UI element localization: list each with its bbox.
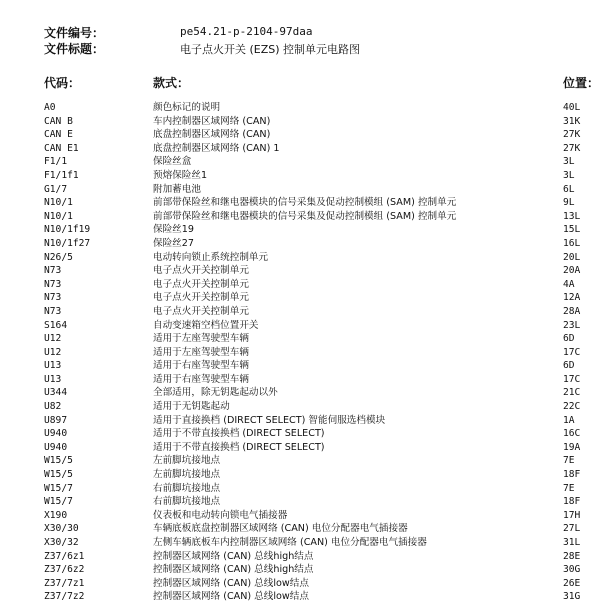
component-position: 28E bbox=[563, 550, 581, 562]
component-code: G1/7 bbox=[44, 183, 68, 195]
component-position: 27L bbox=[563, 523, 581, 535]
component-position: 3L bbox=[563, 156, 575, 168]
component-position: 26E bbox=[563, 577, 581, 589]
component-description: 前部带保险丝和继电器模块的信号采集及促动控制模组 (SAM) 控制单元 bbox=[153, 210, 457, 222]
component-position: 28A bbox=[563, 305, 581, 317]
component-code: Z37/7z1 bbox=[44, 577, 85, 589]
table-row bbox=[0, 414, 600, 428]
component-description: 自动变速箱空档位置开关 bbox=[153, 319, 259, 331]
component-table bbox=[0, 101, 600, 604]
component-description: 车内控制器区域网络 (CAN) bbox=[153, 115, 271, 127]
component-position: 16L bbox=[563, 237, 581, 249]
component-position: 7E bbox=[563, 482, 575, 494]
table-row bbox=[0, 169, 600, 183]
table-row bbox=[0, 468, 600, 482]
component-code: U13 bbox=[44, 373, 62, 385]
component-code: N73 bbox=[44, 305, 62, 317]
component-position: 9L bbox=[563, 197, 575, 209]
table-row bbox=[0, 495, 600, 509]
component-code: U897 bbox=[44, 414, 68, 426]
component-position: 12A bbox=[563, 292, 581, 304]
component-position: 22C bbox=[563, 401, 581, 413]
component-description: 电子点火开关控制单元 bbox=[153, 265, 249, 277]
table-row bbox=[0, 441, 600, 455]
component-position: 23L bbox=[563, 319, 581, 331]
component-position: 31K bbox=[563, 115, 581, 127]
component-description: 车辆底板底盘控制器区域网络 (CAN) 电位分配器电气插接器 bbox=[153, 523, 408, 535]
component-description: 电子点火开关控制单元 bbox=[153, 278, 249, 290]
component-code: N10/1f27 bbox=[44, 237, 91, 249]
component-description: 底盘控制器区域网络 (CAN) 1 bbox=[153, 142, 280, 154]
component-description: 全部适用，除无钥匙起动以外 bbox=[153, 387, 278, 399]
component-code: F1/1 bbox=[44, 156, 68, 168]
component-position: 17H bbox=[563, 509, 581, 521]
table-row bbox=[0, 427, 600, 441]
table-row bbox=[0, 563, 600, 577]
component-description: 预熔保险丝1 bbox=[153, 169, 208, 181]
component-position: 27K bbox=[563, 129, 581, 141]
doc-number-label: 文件编号： bbox=[44, 26, 105, 40]
component-position: 30G bbox=[563, 564, 581, 576]
component-position: 20L bbox=[563, 251, 581, 263]
component-description: 适用于右座驾驶型车辆 bbox=[153, 360, 249, 372]
table-row bbox=[0, 332, 600, 346]
column-header-code: 代码： bbox=[44, 76, 81, 90]
table-row bbox=[0, 210, 600, 224]
component-code: U12 bbox=[44, 333, 62, 345]
component-description: 左前脚坑接地点 bbox=[153, 469, 221, 481]
component-description: 保险丝27 bbox=[153, 237, 194, 249]
doc-number-value: pe54.21-p-2104-97daa bbox=[180, 25, 313, 38]
component-description: 电子点火开关控制单元 bbox=[153, 305, 249, 317]
table-row bbox=[0, 590, 600, 604]
table-row bbox=[0, 522, 600, 536]
component-code: CAN E1 bbox=[44, 142, 79, 154]
component-code: Z37/6z1 bbox=[44, 550, 85, 562]
component-description: 附加蓄电池 bbox=[153, 183, 201, 195]
table-row bbox=[0, 373, 600, 387]
component-description: 前部带保险丝和继电器模块的信号采集及促动控制模组 (SAM) 控制单元 bbox=[153, 197, 457, 209]
doc-title-label: 文件标题： bbox=[44, 42, 105, 56]
component-position: 18F bbox=[563, 469, 581, 481]
component-position: 17C bbox=[563, 373, 581, 385]
component-description: 控制器区域网络 (CAN) 总线low结点 bbox=[153, 591, 309, 603]
component-code: W15/7 bbox=[44, 496, 73, 508]
table-row bbox=[0, 101, 600, 115]
component-description: 右前脚坑接地点 bbox=[153, 496, 221, 508]
component-position: 13L bbox=[563, 210, 581, 222]
component-code: N10/1 bbox=[44, 210, 73, 222]
component-code: N73 bbox=[44, 292, 62, 304]
table-row bbox=[0, 251, 600, 265]
table-row bbox=[0, 359, 600, 373]
table-row bbox=[0, 291, 600, 305]
component-description: 仪表板和电动转向锁电气插接器 bbox=[153, 509, 288, 521]
component-description: 电动转向锁止系统控制单元 bbox=[153, 251, 269, 263]
component-code: N73 bbox=[44, 278, 62, 290]
component-code: F1/1f1 bbox=[44, 169, 79, 181]
component-description: 适用于无钥匙起动 bbox=[153, 401, 230, 413]
table-row bbox=[0, 346, 600, 360]
component-description: 适用于直接换档 (DIRECT SELECT) 智能伺服选档模块 bbox=[153, 414, 386, 426]
component-code: Z37/6z2 bbox=[44, 564, 85, 576]
table-row bbox=[0, 577, 600, 591]
table-row bbox=[0, 183, 600, 197]
component-code: W15/5 bbox=[44, 469, 73, 481]
table-row bbox=[0, 509, 600, 523]
component-position: 4A bbox=[563, 278, 575, 290]
component-code: U82 bbox=[44, 401, 62, 413]
table-row bbox=[0, 482, 600, 496]
component-description: 保险丝19 bbox=[153, 224, 194, 236]
component-description: 保险丝盒 bbox=[153, 156, 192, 168]
component-position: 17C bbox=[563, 346, 581, 358]
component-code: N10/1f19 bbox=[44, 224, 91, 236]
table-row bbox=[0, 264, 600, 278]
table-row bbox=[0, 386, 600, 400]
component-code: A0 bbox=[44, 102, 56, 113]
component-position: 3L bbox=[563, 169, 575, 181]
component-description: 左前脚坑接地点 bbox=[153, 455, 221, 467]
component-position: 19A bbox=[563, 441, 581, 453]
component-description: 电子点火开关控制单元 bbox=[153, 292, 249, 304]
component-position: 18F bbox=[563, 496, 581, 508]
component-position: 20A bbox=[563, 265, 581, 277]
table-row bbox=[0, 305, 600, 319]
column-header-position: 位置： bbox=[563, 76, 600, 90]
doc-title-value: 电子点火开关 (EZS) 控制单元电路图 bbox=[180, 43, 361, 56]
component-code: U940 bbox=[44, 428, 68, 440]
component-description: 左侧车辆底板车内控制器区域网络 (CAN) 电位分配器电气插接器 bbox=[153, 537, 427, 548]
table-row bbox=[0, 454, 600, 468]
component-position: 16C bbox=[563, 428, 581, 440]
component-code: X190 bbox=[44, 509, 68, 521]
component-code: U12 bbox=[44, 346, 62, 358]
component-description: 右前脚坑接地点 bbox=[153, 482, 221, 494]
component-position: 6L bbox=[563, 183, 575, 195]
table-row bbox=[0, 196, 600, 210]
component-description: 控制器区域网络 (CAN) 总线low结点 bbox=[153, 577, 309, 589]
component-description: 适用于不带直接换档 (DIRECT SELECT) bbox=[153, 428, 325, 440]
component-description: 底盘控制器区域网络 (CAN) bbox=[153, 129, 271, 141]
component-code: U940 bbox=[44, 441, 68, 453]
component-description: 适用于左座驾驶型车辆 bbox=[153, 333, 249, 345]
component-code: N26/5 bbox=[44, 251, 73, 263]
component-position: 31L bbox=[563, 537, 581, 548]
table-row bbox=[0, 319, 600, 333]
component-position: 1A bbox=[563, 414, 575, 426]
table-row bbox=[0, 142, 600, 156]
component-code: W15/5 bbox=[44, 455, 73, 467]
table-row bbox=[0, 237, 600, 251]
component-position: 21C bbox=[563, 387, 581, 399]
table-row bbox=[0, 128, 600, 142]
component-description: 颜色标记的说明 bbox=[153, 102, 221, 113]
component-position: 7E bbox=[563, 455, 575, 467]
component-position: 15L bbox=[563, 224, 581, 236]
column-header-description: 款式： bbox=[153, 76, 190, 90]
component-code: X30/32 bbox=[44, 537, 79, 548]
table-row bbox=[0, 400, 600, 414]
component-code: X30/30 bbox=[44, 523, 79, 535]
component-code: CAN E bbox=[44, 129, 73, 141]
component-position: 27K bbox=[563, 142, 581, 154]
table-row bbox=[0, 550, 600, 564]
component-description: 适用于左座驾驶型车辆 bbox=[153, 346, 249, 358]
component-description: 控制器区域网络 (CAN) 总线high结点 bbox=[153, 550, 314, 562]
component-code: W15/7 bbox=[44, 482, 73, 494]
component-description: 控制器区域网络 (CAN) 总线high结点 bbox=[153, 564, 314, 576]
table-row bbox=[0, 155, 600, 169]
component-description: 适用于不带直接换档 (DIRECT SELECT) bbox=[153, 441, 325, 453]
component-code: U344 bbox=[44, 387, 68, 399]
table-row bbox=[0, 536, 600, 550]
component-code: Z37/7z2 bbox=[44, 591, 85, 603]
component-code: N73 bbox=[44, 265, 62, 277]
component-code: U13 bbox=[44, 360, 62, 372]
component-code: S164 bbox=[44, 319, 68, 331]
table-row bbox=[0, 223, 600, 237]
table-row bbox=[0, 115, 600, 129]
table-row bbox=[0, 278, 600, 292]
component-position: 40L bbox=[563, 102, 581, 113]
component-code: CAN B bbox=[44, 115, 73, 127]
component-position: 6D bbox=[563, 360, 575, 372]
component-code: N10/1 bbox=[44, 197, 73, 209]
component-position: 31G bbox=[563, 591, 581, 603]
component-description: 适用于右座驾驶型车辆 bbox=[153, 373, 249, 385]
component-position: 6D bbox=[563, 333, 575, 345]
